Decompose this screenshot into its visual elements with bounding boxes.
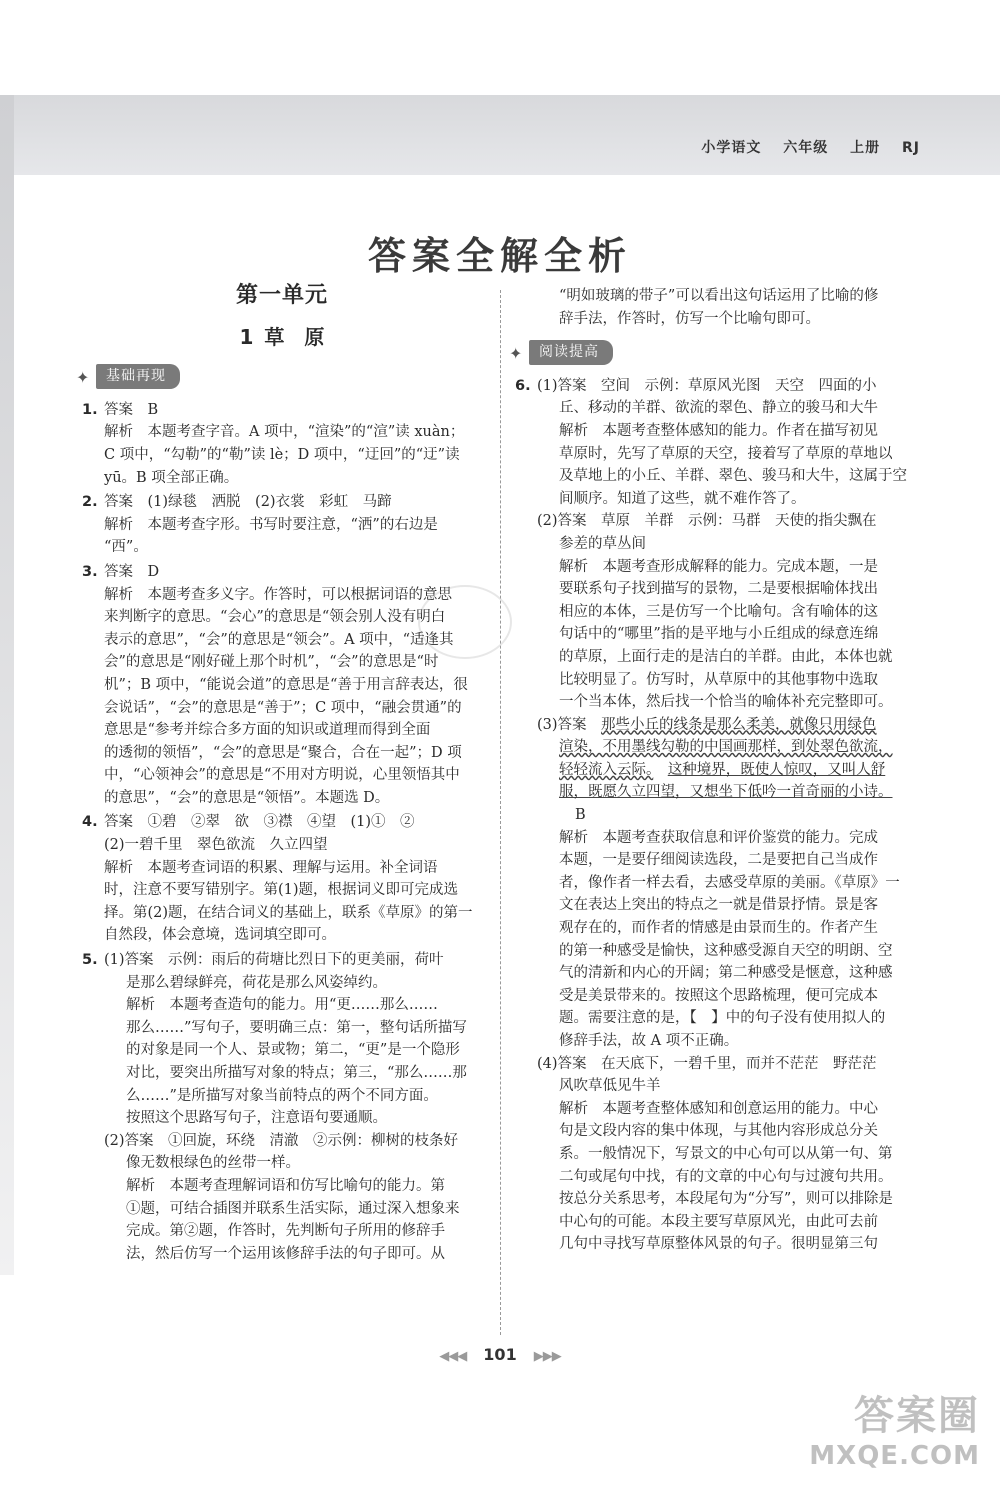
answer: 答案 B bbox=[104, 401, 159, 418]
analysis-line: 气的清新和内心的开阔；第二种感受是惬意，这种感 bbox=[559, 965, 893, 982]
analysis-line: 相应的本体，三是仿写一个比喻句。含有喻体的这 bbox=[559, 603, 878, 620]
right-arrows-icon: ▶▶▶ bbox=[533, 1349, 561, 1364]
analysis-line: 解析 本题考查整体感知和创意运用的能力。中心 bbox=[559, 1100, 878, 1117]
lesson-title: 1 草 原 bbox=[239, 324, 325, 349]
answer-line: 是那么碧绿鲜亮，荷花是那么风姿绰约。 bbox=[126, 974, 387, 991]
right-column bbox=[509, 285, 925, 1258]
analysis-line: 中心句的可能。本段主要写草原风光，由此可去前 bbox=[559, 1213, 878, 1230]
analysis-line: 对比，要突出所描写对象的特点；第三，“那么……那 bbox=[126, 1065, 467, 1081]
analysis-line: 一个当本体，然后找一个恰当的喻体补充完整即可。 bbox=[559, 694, 893, 711]
question-2 bbox=[82, 491, 482, 559]
analysis-line: 解析 本题考查获取信息和评价鉴赏的能力。完成 bbox=[559, 829, 878, 846]
analysis-line: 中，“心领神会”的意思是“不用对方明说，心里领悟其中 bbox=[104, 767, 460, 784]
answer: (1)答案 示例：雨后的荷塘比烈日下的更美丽，荷叶 bbox=[104, 952, 444, 969]
analysis-line: 完成。第②题，作答时，先判断句子所用的修辞手 bbox=[126, 1223, 445, 1240]
question-number: 5. bbox=[82, 952, 98, 969]
question-number: 4. bbox=[82, 814, 98, 831]
underlined-text: 服，既愿久立四望，又想坐下低吟一首奇丽的小诗。 bbox=[559, 784, 893, 801]
analysis-line: 解析 本题考查词语的积累、理解与运用。补全词语 bbox=[104, 859, 438, 876]
header-band bbox=[0, 95, 1000, 175]
choice-answer: B bbox=[575, 807, 586, 824]
analysis-line: 句是文段内容的集中体现，与其他内容形成总分关 bbox=[559, 1123, 878, 1140]
wavy-underlined-text: 轻轻流入云际。 bbox=[559, 761, 654, 778]
question-4 bbox=[82, 811, 482, 947]
analysis-line: 按总分关系思考，本段尾句为“分写”，则可以排除是 bbox=[559, 1191, 893, 1208]
analysis-line: 几句中寻找写草原整体风景的句子。很明显第三句 bbox=[559, 1236, 878, 1253]
watermark-stamp bbox=[418, 585, 512, 659]
star-icon: ✦ bbox=[76, 368, 90, 388]
answer-line: 风吹草低见牛羊 bbox=[559, 1078, 661, 1095]
answer-line: (2)答案 草原 羊群 示例：马群 天使的指尖飘在 bbox=[537, 513, 877, 530]
analysis-line: 题。需要注意的是，【 】中的句子没有使用拟人的 bbox=[559, 1010, 886, 1027]
left-column bbox=[76, 283, 482, 1267]
question-number: 6. bbox=[515, 377, 531, 394]
analysis-line: 本题，一是要仔细阅读选段，二是要把自己当成作 bbox=[559, 852, 878, 869]
answer: 答案 (1)绿毯 洒脱 (2)衣裳 彩虹 马蹄 bbox=[104, 494, 392, 511]
page-number: 101 bbox=[483, 1345, 517, 1364]
analysis-line: 比较明显了。仿写时，从草原中的其他事物中选取 bbox=[559, 671, 878, 688]
volume-label: 上册 bbox=[850, 140, 881, 156]
watermark-url: MXQE.COM bbox=[809, 1441, 980, 1471]
answer-line bbox=[515, 781, 925, 804]
analysis-line: 要联系句子找到描写的景物，二是要根据喻体找出 bbox=[559, 581, 878, 598]
analysis-line: 系。一般情况下，写景文的中心句可以从第一句、第 bbox=[559, 1145, 893, 1162]
wavy-underlined-text: 那些小丘的线条是那么柔美，就像只用绿色 bbox=[601, 716, 877, 733]
analysis-line: 会”的意思是“刚好碰上那个时机”，“会”的意思是“时 bbox=[104, 654, 439, 671]
answer: 答案 D bbox=[104, 563, 160, 580]
question-number: 1. bbox=[82, 401, 98, 418]
answer: (1)答案 空间 示例：草原风光图 天空 四面的小 bbox=[537, 377, 877, 394]
analysis-line: 解析 本题考查字音。A 项中，“渲染”的“渲”读 xuàn； bbox=[104, 424, 465, 441]
column-divider bbox=[500, 290, 501, 1335]
analysis-line: 的透彻的领悟”，“会”的意思是“聚合，合在一起”；D 项 bbox=[104, 744, 462, 761]
answer-line bbox=[515, 714, 925, 737]
answer-label: (3)答案 bbox=[537, 716, 587, 733]
analysis-line: 解析 本题考查理解词语和仿写比喻句的能力。第 bbox=[126, 1177, 445, 1194]
underlined-text: 这种境界，既使人惊叹，又叫人舒 bbox=[667, 761, 886, 778]
watermark-logo-text: 答案圈 bbox=[854, 1393, 980, 1439]
analysis-line: 二句或尾句中找，有的文章的中心句与过渡句共用。 bbox=[559, 1168, 893, 1185]
analysis-line: 意思是“参考并综合多方面的知识或道理而得到全面 bbox=[104, 722, 431, 739]
answer-line: 丘、移动的羊群、欲流的翠色、静立的骏马和大牛 bbox=[559, 400, 878, 417]
analysis-line: 机”；B 项中，“能说会道”的意思是“善于用言辞表达，很 bbox=[104, 676, 468, 693]
question-1 bbox=[82, 399, 482, 489]
analysis-line: 来判断字的意思。“会心”的意思是“领会别人没有明白 bbox=[104, 609, 446, 626]
analysis-line: 的对象是同一个人、景或物；第二，“更”是一个隐形 bbox=[126, 1042, 460, 1059]
analysis-line: 观存在的，而作者的情感是由景而生的。作者产生 bbox=[559, 920, 878, 937]
wavy-underlined-text: 渲染，不用墨线勾勒的中国画那样，到处翠色欲流， bbox=[559, 739, 893, 756]
answer-line: (4)答案 在天底下，一碧千里，而并不茫茫 野茫茫 bbox=[537, 1055, 877, 1072]
analysis-line: 文在表达上突出的特点之一就是借景抒情。景是客 bbox=[559, 897, 878, 914]
section-label: 基础再现 bbox=[96, 364, 180, 389]
answer-line: (2)答案 ①回旋，环绕 清澈 ②示例：柳树的枝条好 bbox=[104, 1132, 459, 1149]
answer-line: (2)一碧千里 翠色欲流 久立四望 bbox=[104, 837, 328, 854]
watermark-logo bbox=[809, 1384, 980, 1471]
answer-line: 像无数根绿色的丝带一样。 bbox=[126, 1155, 300, 1172]
analysis-line: 法，然后仿写一个运用该修辞手法的句子即可。从 bbox=[126, 1245, 445, 1262]
analysis-line: 解析 本题考查字形。书写时要注意，“洒”的右边是 bbox=[104, 516, 438, 533]
section-tag-reading bbox=[509, 340, 925, 365]
answer-line bbox=[515, 736, 925, 759]
left-arrows-icon: ◀◀◀ bbox=[439, 1349, 467, 1364]
analysis-line: 么……”是所描写对象当前特点的两个不同方面。 bbox=[126, 1087, 438, 1104]
continued-line: 辞手法，作答时，仿写一个比喻句即可。 bbox=[559, 310, 820, 327]
analysis-line: 及草地上的小丘、羊群、翠色、骏马和大牛，这属于空 bbox=[559, 468, 907, 485]
grade-label: 六年级 bbox=[783, 140, 829, 156]
analysis-line: 受是美景带来的。按照这个思路梳理，便可完成本 bbox=[559, 987, 878, 1004]
analysis-line: 自然段，体会意境，选词填空即可。 bbox=[104, 927, 336, 944]
analysis-line: C 项中，“勾勒”的“勒”读 lè；D 项中，“迂回”的“迂”读 bbox=[104, 446, 460, 463]
analysis-line: 解析 本题考查形成解释的能力。完成本题，一是 bbox=[559, 558, 878, 575]
analysis-line: 解析 本题考查整体感知的能力。作者在描写初见 bbox=[559, 422, 878, 439]
section-label: 阅读提高 bbox=[529, 340, 613, 365]
star-icon: ✦ bbox=[509, 344, 523, 364]
analysis-line: 间顺序。知道了这些，就不难作答了。 bbox=[559, 490, 806, 507]
page-title: 答案全解全析 bbox=[367, 234, 632, 278]
analysis-line: 那么……”写句子，要明确三点：第一，整句话所描写 bbox=[126, 1019, 467, 1036]
question-6 bbox=[515, 375, 925, 1256]
answer-line bbox=[515, 759, 925, 782]
analysis-line: 者，像作者一样去看，去感受草原的美丽。《草原》一 bbox=[559, 874, 900, 891]
book-info bbox=[685, 137, 920, 157]
edition-label: RJ bbox=[902, 140, 920, 156]
analysis-line: 的草原，上面行走的是洁白的羊群。由此，本体也就 bbox=[559, 648, 893, 665]
unit-title: 第一单元 bbox=[235, 283, 328, 308]
analysis-line: 解析 本题考查多义字。作答时，可以根据词语的意思 bbox=[104, 586, 452, 603]
analysis-line: 的第一种感受是愉快，这种感受源自天空的明朗、空 bbox=[559, 942, 893, 959]
analysis-line: 时，注意不要写错别字。第(1)题，根据词义即可完成选 bbox=[104, 882, 459, 899]
answer-line: 参差的草丛间 bbox=[559, 535, 646, 552]
analysis-line: 的意思”，“会”的意思是“领悟”。本题选 D。 bbox=[104, 789, 390, 806]
continued-line: “明如玻璃的带子”可以看出这句话运用了比喻的修 bbox=[559, 288, 879, 304]
analysis-line: 草原时，先写了草原的天空，接着写了草原的草地以 bbox=[559, 445, 893, 462]
subject-label: 小学语文 bbox=[701, 140, 762, 156]
question-number: 2. bbox=[82, 494, 98, 511]
answer: 答案 ①碧 ②翠 欲 ③襟 ④望 (1)① ② bbox=[104, 814, 415, 831]
analysis-line: 修辞手法，故 A 项不正确。 bbox=[559, 1033, 739, 1049]
page-footer bbox=[0, 1345, 1000, 1364]
analysis-line: 按照这个思路写句子，注意语句要通顺。 bbox=[126, 1110, 387, 1127]
analysis-line: 择。第(2)题，在结合词义的基础上，联系《草原》的第一 bbox=[104, 904, 473, 921]
analysis-line: yū。B 项全部正确。 bbox=[104, 469, 239, 486]
analysis-line: “西”。 bbox=[104, 539, 148, 556]
question-5 bbox=[82, 949, 482, 1265]
section-tag-basic bbox=[76, 364, 482, 389]
question-number: 3. bbox=[82, 563, 98, 580]
question-3 bbox=[82, 561, 482, 810]
analysis-line: 会说话”，“会”的意思是“善于”；C 项中，“融会贯通”的 bbox=[104, 699, 462, 716]
analysis-line: ①题，可结合插图并联系生活实际，通过深入想象来 bbox=[126, 1200, 460, 1217]
analysis-line: 解析 本题考查造句的能力。用“更……那么…… bbox=[126, 997, 438, 1014]
analysis-line: 句话中的“哪里”指的是平地与小丘组成的绿意连绵 bbox=[559, 626, 879, 643]
analysis-line: 表示的意思”，“会”的意思是“领会”。A 项中，“适逢其 bbox=[104, 631, 454, 648]
